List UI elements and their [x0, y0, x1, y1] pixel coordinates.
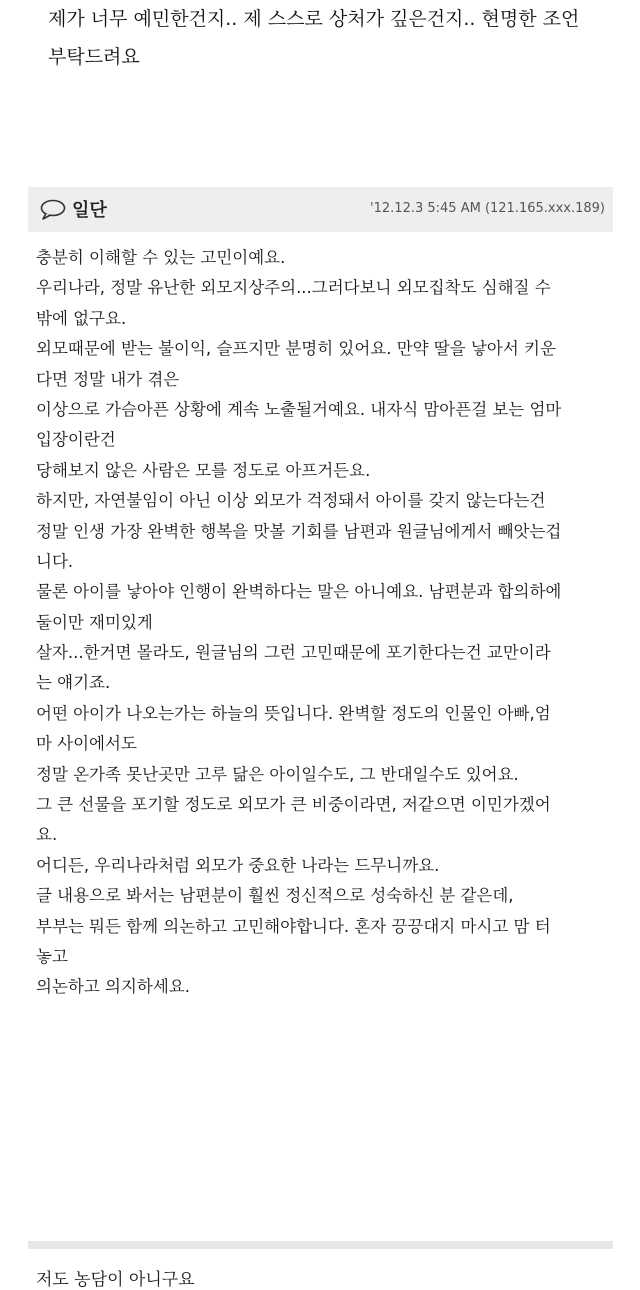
comment-line: 어떤 아이가 나오는가는 하늘의 뜻입니다. 완벽할 정도의 인물인 아빠,엄 [36, 703, 551, 723]
comment-line: 마 사이에서도 [36, 734, 137, 754]
comment-line: 살자...한거면 몰라도, 원글님의 그런 고민때문에 포기한다는건 교만이라 [36, 643, 551, 663]
comment-line: 정말 온가족 못난곳만 고루 닮은 아이일수도, 그 반대일수도 있어요. [36, 764, 519, 784]
comment-line: 니다. [36, 551, 74, 571]
speech-bubble-icon [40, 199, 66, 221]
comment-body [36, 243, 616, 1003]
comment-line: 당해보지 않은 사람은 모를 정도로 아프거든요. [36, 460, 371, 480]
comment-line: 우리나라, 정말 유난한 외모지상주의...그러다보니 외모집착도 심해질 수 [36, 278, 551, 298]
comment-line: 부부는 뭐든 함께 의논하고 고민해야합니다. 혼자 끙끙대지 마시고 맘 터 [36, 916, 551, 936]
comment-line: 요. [36, 825, 58, 845]
comment-line: 다면 정말 내가 겪은 [36, 369, 180, 389]
comment-header [28, 187, 613, 232]
post-line: 부탁드려요 [48, 46, 140, 68]
comment-divider [28, 1241, 613, 1249]
comment-line: 이상으로 가슴아픈 상황에 계속 노출될거예요. 내자식 맘아픈걸 보는 엄마 [36, 399, 562, 419]
comment-line: 하지만, 자연불임이 아닌 이상 외모가 걱정돼서 아이를 갖지 않는다는건 [36, 491, 546, 511]
comment-line: 물론 아이를 낳아야 인행이 완벽하다는 말은 아니예요. 남편분과 합의하에 [36, 582, 562, 602]
comment-line: 그 큰 선물을 포기할 정도로 외모가 큰 비중이라면, 저같으면 이민가겠어 [36, 795, 551, 815]
comment-line: 입장이란건 [36, 430, 116, 450]
comment-line: 충분히 이해할 수 있는 고민이예요. [36, 248, 286, 267]
comment-line: 둘이만 재미있게 [36, 612, 153, 632]
comment-line: 어디든, 우리나라처럼 외모가 중요한 나라는 드무니까요. [36, 855, 440, 875]
comment-line: 밖에 없구요. [36, 308, 127, 328]
comment-timestamp: '12.12.3 5:45 AM (121.165.xxx.189) [370, 201, 605, 216]
comment-line: 글 내용으로 봐서는 남편분이 훨씬 정신적으로 성숙하신 분 같은데, [36, 886, 514, 906]
post-body-tail [48, 0, 608, 76]
comment-line: 놓고 [36, 946, 68, 966]
post-line: 제가 너무 예민한건지.. 제 스스로 상처가 깊은건지.. 현명한 조언 [48, 8, 580, 30]
comment-line: 정말 인생 가장 완벽한 행복을 맛볼 기회를 남편과 원글님에게서 빼앗는겁 [36, 521, 562, 541]
comment-line: 는 얘기죠. [36, 673, 111, 693]
next-comment-preview: 저도 농담이 아니구요 [36, 1270, 195, 1290]
comment-line: 의논하고 의지하세요. [36, 977, 190, 997]
comment-author[interactable]: 일단 [72, 200, 107, 221]
comment-line: 외모때문에 받는 불이익, 슬프지만 분명히 있어요. 만약 딸을 낳아서 키운 [36, 339, 556, 359]
